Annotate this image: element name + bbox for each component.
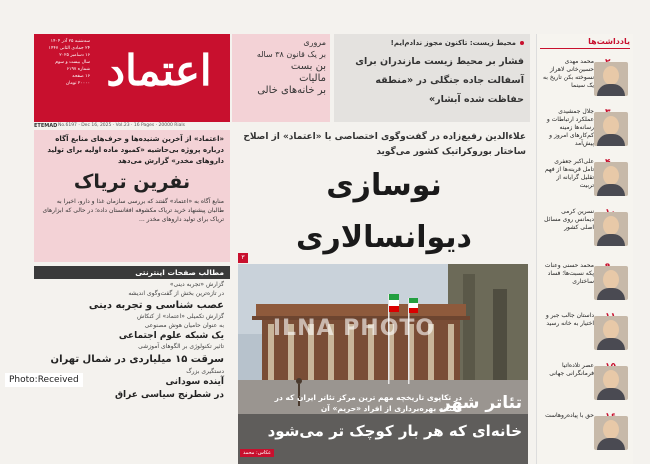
lead-story (238, 130, 530, 260)
lead-kicker: علاءالدین رفیع‌زاده در گفت‌وگوی اختصاصی با «اعتماد» از اصلاح ساختار بوروکراتیک کشور می‌گوید (243, 132, 526, 157)
note-portrait (594, 366, 628, 400)
photo-credit-tag: عکاس: محمد (240, 449, 274, 457)
story-opium (34, 130, 230, 262)
list-item: آینده سودانی (165, 377, 224, 387)
teaser-line: بن بست (290, 61, 326, 72)
masthead (34, 34, 230, 122)
list-item: عصب شناسی و تجربه دینی (88, 300, 224, 311)
list-item: یک شبکه علوم اجتماعی (118, 331, 224, 341)
teaser-line: بر خانه‌های خالی (257, 85, 326, 96)
masthead-logo: اعتماد (106, 46, 212, 95)
opium-headline: نفرین تریاک (73, 171, 191, 193)
photo-headline-line1: تئاتر شهر (440, 393, 522, 413)
teaser-line: مالیات (299, 73, 326, 84)
list-item: به عنوان حامیان هوش مصنوعی (144, 321, 224, 329)
note-portrait (594, 266, 628, 300)
env-label: محیط زیست: تاکنون مجوز ندادم‌ایم! (340, 38, 524, 49)
list-item: گزارش تکمیلی «اعتماد» از کنکاش (137, 313, 224, 320)
date-line: ۲۴ جمادی الثانی ۱۴۴۷ (48, 46, 90, 51)
page-marker: ۳ (238, 253, 248, 263)
note-text: محمد مهدی حسین‌خانی لاهراز نسوخته بکن تاریخ به یک سینما (543, 58, 594, 89)
note-portrait (594, 162, 628, 196)
list-item: تاثیر تکنولوژی بر الگوهای آموزشی (138, 343, 224, 350)
masthead-latin: ETEMAD (34, 123, 58, 129)
note-portrait (594, 112, 628, 146)
teaser-line: مروری (303, 38, 326, 47)
list-item: سرقت ۱۵ میلیاردی در شمال تهران (50, 353, 224, 365)
teaser-vacant-homes (232, 34, 330, 122)
photo-credit-watermark: ILNA PHOTO (272, 316, 436, 341)
date-line: سال بیست و سوم (55, 60, 90, 65)
list-item: در تازه‌ترین بخش از گفت‌وگوی اندیشه (128, 289, 224, 297)
note-portrait (594, 62, 628, 96)
notes-title: یادداشت‌ها (588, 37, 630, 46)
opium-intro: «اعتماد» از آخرین شنیده‌ها و حرف‌های منابع آگاه درباره پروژه بی‌حاشیه «کمبود ماده اولیه برای تولید داروهای مخدر» گزارش می‌دهد (47, 135, 224, 165)
note-text: محمد حسنی وعنات پکه نسبت‌ها؛ فساد ساختاری (544, 262, 594, 285)
date-line: ۱۶ صفحه (72, 74, 90, 79)
photo-received-label: Photo:Received (5, 373, 83, 387)
note-portrait (594, 212, 628, 246)
note-text: نسرین کرمی دیمانس روی مسائل اصلی کشور (544, 208, 594, 231)
list-item: در شطرنج سیاسی عراق (114, 390, 224, 400)
notes-title-rule (540, 48, 630, 49)
internet-box-title: مطالب صفحات اینترنتی (34, 266, 230, 279)
date-line: شماره ۶۱۹۷ (66, 67, 90, 72)
teaser-line: بر یک قانون ۳۸ ساله (256, 50, 326, 59)
masthead-info-strip: No.6197 · Dec 16, 2025 · Vol.23 · 16 Pages · 20000 Rials (58, 123, 186, 128)
note-text: علی‌اکبر جعفری تامل قرینه‌ها از فهم تقلیل گرایانه از تربیت (544, 158, 594, 189)
list-item: گزارش «تجربه دینی» (169, 281, 224, 288)
note-portrait (594, 416, 628, 450)
bullet-icon (520, 41, 524, 45)
note-portrait (594, 316, 628, 350)
date-line: ۲۰۰۰۰ تومان (65, 81, 90, 86)
opium-body: منابع آگاه به «اعتماد» گفتند که بررسی سازمان غذا و دارو، اخیرا به طالبان پیشنهاد خرید تریاک مکشوفه افغانستان داده؛ در حالی که ابزارهای تریاک برای تولید داروهای مخدر ... (42, 198, 224, 223)
note-text: حق با پیاده‌روهاست (545, 412, 594, 419)
photo-theater (238, 264, 528, 464)
date-line: سه‌شنبه ۲۵ آذر ۱۴۰۴ (50, 39, 90, 44)
note-text: عصر تلاده‌اتیا فرمانگرانی جهانی (549, 362, 594, 377)
note-text: داستان جالب جبر و اختیار به خانه رسید (545, 312, 594, 327)
masthead-date-block (36, 38, 90, 87)
photo-headline-line2: خانه‌ای که هر بار کوچک تر می‌شود (267, 422, 522, 440)
date-line: ۱۶ دسامبر ۲۰۲۵ (59, 53, 90, 58)
internet-box (34, 266, 230, 464)
env-headline: فشار بر محیط زیست مازندران برای آسفالت جاده جنگلی در «منطقه حفاظت شده آبشار» (355, 56, 524, 105)
photo-caption-small: در تکاپوی تاریخچه مهم ترین مرکز تئاتر ایران که در آستانه بهره‌برداری از افراد «حریم» آن (274, 393, 462, 413)
note-text: جلال جمشیدی عملکرد ارتباطات و رسانه‌ها زمینه کم‌کارهای امروز و پیش‌آمد (546, 108, 594, 147)
teaser-environment (334, 34, 530, 122)
lead-headline: نوسازی دیوانسالاری (296, 168, 472, 255)
list-item: دستگیری بزرگ (186, 367, 224, 375)
